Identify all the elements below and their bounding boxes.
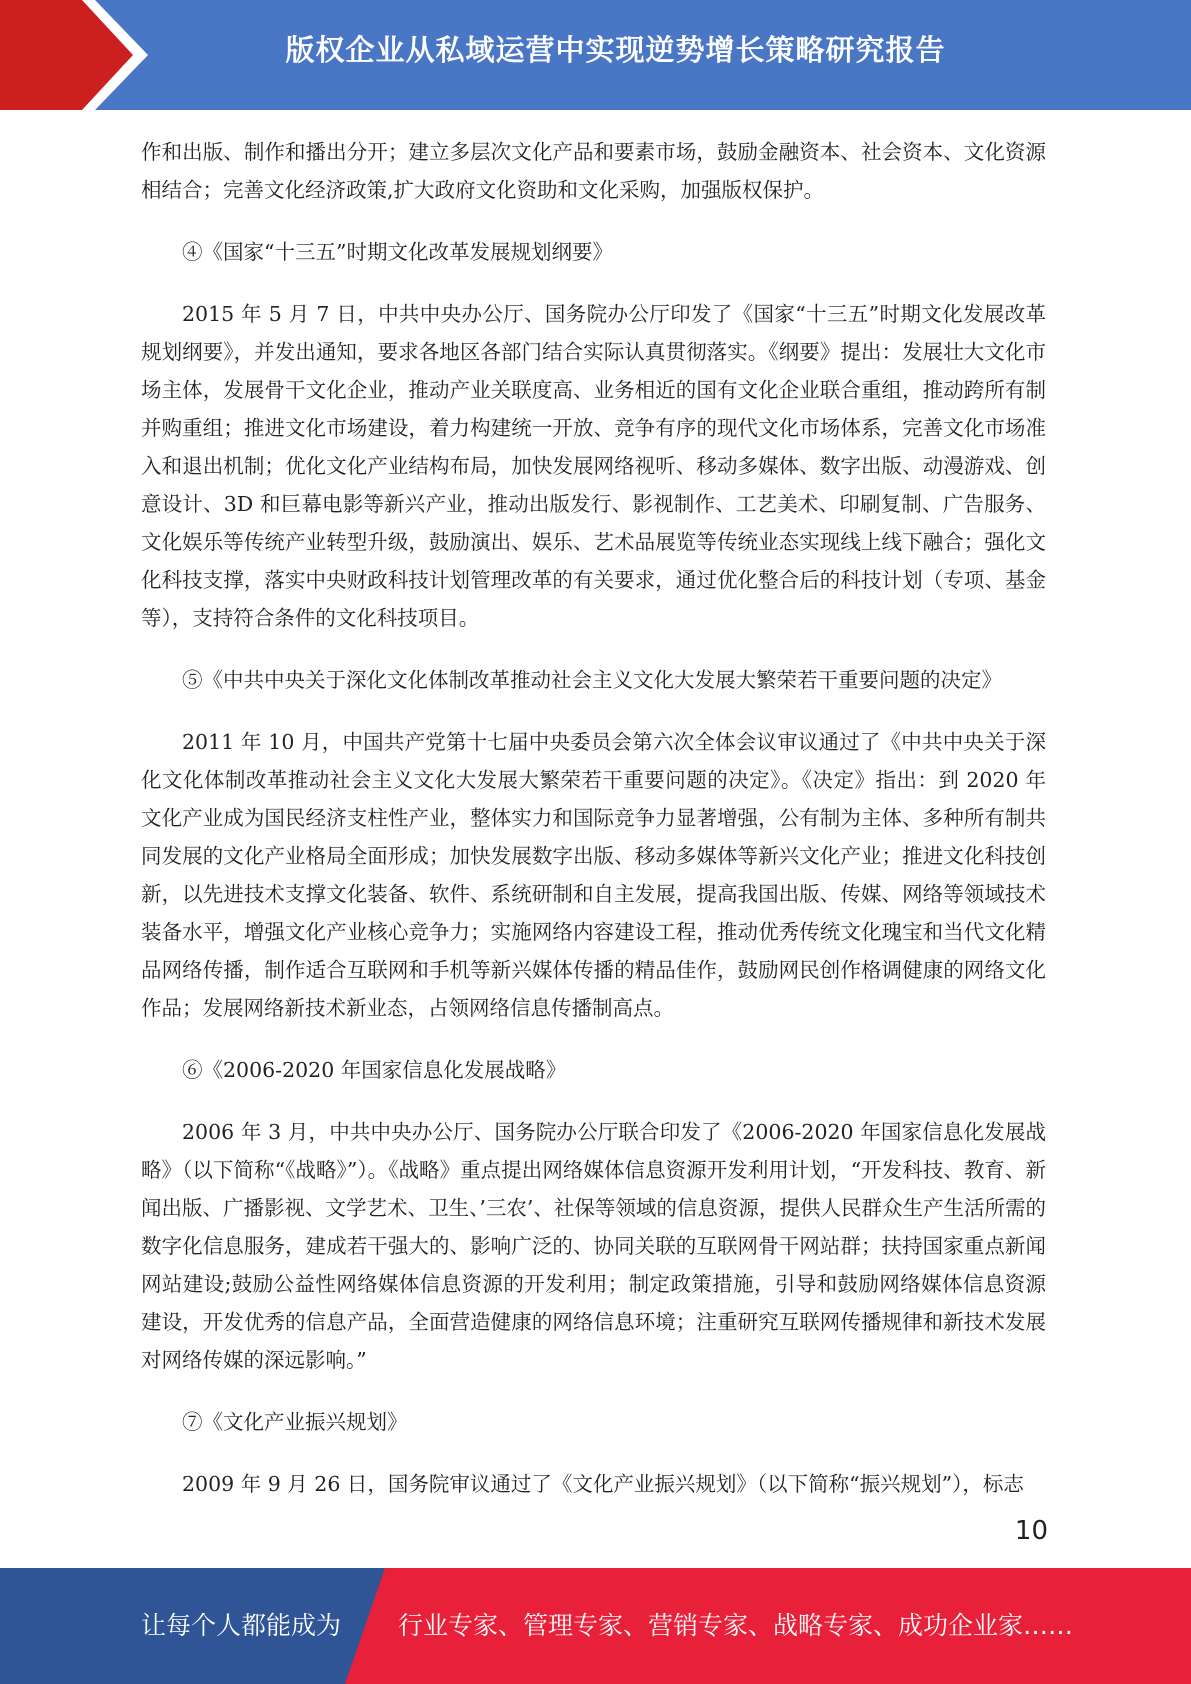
page-footer [0,1568,1191,1684]
section-heading-7: ⑦《文化产业振兴规划》 [182,1410,408,1434]
page-header [0,0,1191,110]
page-content [141,133,1046,1503]
section-paragraph-4: 2015 年 5 月 7 日，中共中央办公厅、国务院办公厅印发了《国家“十三五”时期文化发展改革规划纲要》，并发出通知，要求各地区各部门结合实际认真贯彻落实。《纲要》提出：发展壮大文化市场主体，发展骨干文化企业，推动产业关联度高、业务相近的国有文化企业联合重组，推动跨所有制并购重组；推进文化市场建设，着力构建统一开放、竞争有序的现代文化市场体系，完善文化市场准入和退出机制；优化文化产业结构布局，加快发展网络视听、移动多媒体、数字出版、动漫游戏、创意设计、3D 和巨幕电影等新兴产业，推动出版发行、影视制作、工艺美术、印刷复制、广告服务、文化娱乐等传统产业转型升级，鼓励演出、娱乐、艺术品展览等传统业态实现线上线下融合；强化文化科技支撑，落实中央财政科技计划管理改革的有关要求，通过优化整合后的科技计划（专项、基金等），支持符合条件的文化科技项目。 [141,302,1046,630]
section-heading-4: ④《国家“十三五”时期文化改革发展规划纲要》 [182,240,613,264]
page-number: 10 [1014,1516,1048,1546]
section-heading-5: ⑤《中共中央关于深化文化体制改革推动社会主义文化大发展大繁荣若干重要问题的决定》 [182,668,1002,692]
intro-paragraph: 作和出版、制作和播出分开；建立多层次文化产品和要素市场，鼓励金融资本、社会资本、文化资源相结合；完善文化经济政策,扩大政府文化资助和文化采购，加强版权保护。 [141,140,1046,202]
section-paragraph-7: 2009 年 9 月 26 日，国务院审议通过了《文化产业振兴规划》（以下简称“振兴规划”），标志 [182,1472,1024,1496]
section-heading-6: ⑥《2006-2020 年国家信息化发展战略》 [182,1058,567,1082]
footer-slogan-left: 让每个人都能成为 [141,1611,342,1640]
section-paragraph-5: 2011 年 10 月，中国共产党第十七届中央委员会第六次全体会议审议通过了《中共中央关于深化文化体制改革推动社会主义文化大发展大繁荣若干重要问题的决定》。《决定》指出：到 2020 年文化产业成为国民经济支柱性产业，整体实力和国际竞争力显著增强，公有制为主体、多种所有制共同发展的文化产业格局全面形成；加快发展数字出版、移动多媒体等新兴文化产业；推进文化科技创新，以先进技术支撑文化装备、软件、系统研制和自主发展，提高我国出版、传媒、网络等领域技术装备水平，增强文化产业核心竞争力；实施网络内容建设工程，推动优秀传统文化瑰宝和当代文化精品网络传播，制作适合互联网和手机等新兴媒体传播的精品佳作，鼓励网民创作格调健康的网络文化作品；发展网络新技术新业态，占领网络信息传播制高点。 [141,730,1046,1020]
footer-slogan-right: 行业专家、管理专家、营销专家、战略专家、成功企业家…… [398,1611,1074,1640]
section-paragraph-6: 2006 年 3 月，中共中央办公厅、国务院办公厅联合印发了《2006-2020 年国家信息化发展战略》（以下简称“《战略》”）。《战略》重点提出网络媒体信息资源开发利用计划，“开发科技、教育、新闻出版、广播影视、文学艺术、卫生、’三农’、社保等领域的信息资源，提供人民群众生产生活所需的数字化信息服务，建成若干强大的、影响广泛的、协同关联的互联网骨干网站群；扶持国家重点新闻网站建设;鼓励公益性网络媒体信息资源的开发利用；制定政策措施，引导和鼓励网络媒体信息资源建设，开发优秀的信息产品，全面营造健康的网络信息环境；注重研究互联网传播规律和新技术发展对网络传媒的深远影响。” [141,1120,1046,1372]
header-title: 版权企业从私域运营中实现逆势增长策略研究报告 [285,33,946,67]
